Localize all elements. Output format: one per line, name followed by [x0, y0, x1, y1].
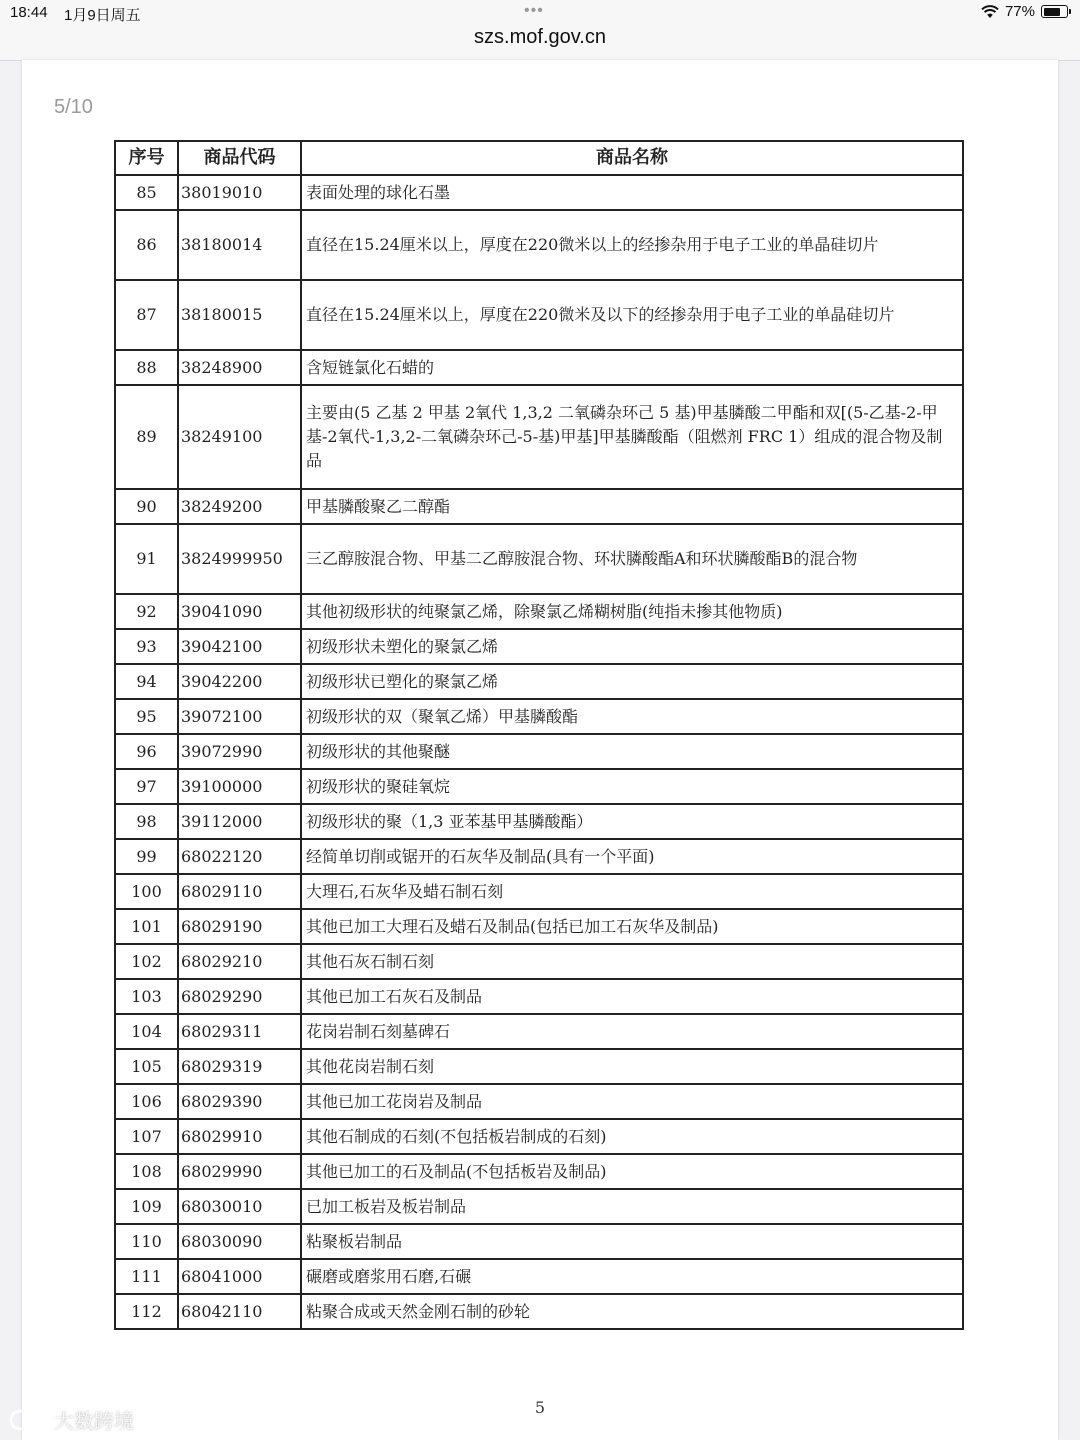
cell-name: 粘聚合成或天然金刚石制的砂轮 — [301, 1294, 963, 1329]
status-right-group — [981, 3, 1068, 20]
table-row — [115, 874, 963, 909]
cell-code: 38180014 — [178, 210, 301, 280]
table-row — [115, 1154, 963, 1189]
table-row — [115, 1294, 963, 1329]
cell-seq: 90 — [115, 489, 178, 524]
commodity-table-wrapper — [114, 140, 962, 1330]
page-indicator: 5/10 — [54, 96, 93, 118]
table-row — [115, 629, 963, 664]
table-row — [115, 699, 963, 734]
cell-name: 表面处理的球化石墨 — [301, 175, 963, 210]
cell-code: 68029190 — [178, 909, 301, 944]
cell-name: 甲基膦酸聚乙二醇酯 — [301, 489, 963, 524]
cell-code: 38019010 — [178, 175, 301, 210]
table-row — [115, 280, 963, 350]
battery-tip — [1069, 9, 1071, 14]
cell-code: 68029110 — [178, 874, 301, 909]
table-row — [115, 1084, 963, 1119]
cell-name: 已加工板岩及板岩制品 — [301, 1189, 963, 1224]
cell-name: 经简单切削或锯开的石灰华及制品(具有一个平面) — [301, 839, 963, 874]
cell-name: 其他已加工的石及制品(不包括板岩及制品) — [301, 1154, 963, 1189]
cell-name: 初级形状的聚硅氧烷 — [301, 769, 963, 804]
watermark — [8, 1405, 134, 1434]
table-row — [115, 350, 963, 385]
table-row — [115, 769, 963, 804]
cell-name: 初级形状的双（聚氧乙烯）甲基膦酸酯 — [301, 699, 963, 734]
cell-name: 其他已加工石灰石及制品 — [301, 979, 963, 1014]
cell-code: 39042100 — [178, 629, 301, 664]
cell-seq: 89 — [115, 385, 178, 489]
cell-seq: 109 — [115, 1189, 178, 1224]
table-row — [115, 385, 963, 489]
cell-seq: 100 — [115, 874, 178, 909]
footer-page-number: 5 — [534, 1398, 546, 1417]
address-bar-url[interactable]: szs.mof.gov.cn — [474, 26, 606, 48]
cell-seq: 106 — [115, 1084, 178, 1119]
cell-seq: 102 — [115, 944, 178, 979]
table-row — [115, 944, 963, 979]
cell-seq: 88 — [115, 350, 178, 385]
cell-seq: 107 — [115, 1119, 178, 1154]
cell-seq: 92 — [115, 594, 178, 629]
cell-code: 68022120 — [178, 839, 301, 874]
table-row — [115, 1259, 963, 1294]
table-row — [115, 839, 963, 874]
table-row — [115, 1189, 963, 1224]
cell-name: 其他已加工花岗岩及制品 — [301, 1084, 963, 1119]
table-row — [115, 909, 963, 944]
cell-seq: 98 — [115, 804, 178, 839]
table-body — [115, 175, 963, 1329]
watermark-logo-icon — [8, 1407, 48, 1433]
cell-code: 68029290 — [178, 979, 301, 1014]
cell-code: 38180015 — [178, 280, 301, 350]
watermark-text: 大数跨境 — [54, 1409, 134, 1433]
cell-code: 39042200 — [178, 664, 301, 699]
cell-code: 38248900 — [178, 350, 301, 385]
cell-name: 其他石制成的石刻(不包括板岩制成的石刻) — [301, 1119, 963, 1154]
status-date: 1月9日周五 — [64, 7, 141, 24]
cell-code: 68029990 — [178, 1154, 301, 1189]
cell-seq: 93 — [115, 629, 178, 664]
status-time: 18:44 — [10, 4, 48, 21]
cell-name: 初级形状未塑化的聚氯乙烯 — [301, 629, 963, 664]
cell-name: 初级形状已塑化的聚氯乙烯 — [301, 664, 963, 699]
cell-name: 大理石,石灰华及蜡石制石刻 — [301, 874, 963, 909]
document-page[interactable] — [22, 60, 1058, 1440]
cell-code: 38249100 — [178, 385, 301, 489]
table-row — [115, 489, 963, 524]
table-row — [115, 1014, 963, 1049]
header-seq: 序号 — [115, 141, 178, 175]
table-row — [115, 979, 963, 1014]
cell-code: 3824999950 — [178, 524, 301, 594]
multitasking-dots-icon[interactable]: ••• — [524, 2, 544, 19]
battery-icon — [1041, 5, 1068, 18]
table-header-row — [115, 141, 963, 175]
battery-fill — [1044, 8, 1061, 16]
table-row — [115, 210, 963, 280]
table-row — [115, 664, 963, 699]
table-row — [115, 175, 963, 210]
cell-code: 68029311 — [178, 1014, 301, 1049]
table-row — [115, 1049, 963, 1084]
cell-name: 直径在15.24厘米以上，厚度在220微米以上的经掺杂用于电子工业的单晶硅切片 — [301, 210, 963, 280]
cell-name: 其他初级形状的纯聚氯乙烯，除聚氯乙烯糊树脂(纯指未掺其他物质) — [301, 594, 963, 629]
cell-seq: 94 — [115, 664, 178, 699]
cell-seq: 95 — [115, 699, 178, 734]
cell-name: 其他石灰石制石刻 — [301, 944, 963, 979]
cell-seq: 85 — [115, 175, 178, 210]
cell-code: 68029910 — [178, 1119, 301, 1154]
cell-seq: 111 — [115, 1259, 178, 1294]
cell-name: 粘聚板岩制品 — [301, 1224, 963, 1259]
table-row — [115, 524, 963, 594]
table-row — [115, 734, 963, 769]
cell-name: 主要由(5 乙基 2 甲基 2氧代 1,3,2 二氧磷杂环己 5 基)甲基膦酸二甲酯和双[(5-乙基-2-甲基-2氧代-1,3,2-二氧磷杂环己-5-基)甲基]甲基膦酸酯（阻燃剂 FRC 1）组成的混合物及制品 — [301, 385, 963, 489]
cell-name: 其他花岗岩制石刻 — [301, 1049, 963, 1084]
cell-code: 68041000 — [178, 1259, 301, 1294]
cell-name: 碾磨或磨浆用石磨,石碾 — [301, 1259, 963, 1294]
header-code: 商品代码 — [178, 141, 301, 175]
cell-seq: 99 — [115, 839, 178, 874]
table-row — [115, 1119, 963, 1154]
cell-code: 39041090 — [178, 594, 301, 629]
cell-seq: 87 — [115, 280, 178, 350]
cell-seq: 104 — [115, 1014, 178, 1049]
cell-code: 68030090 — [178, 1224, 301, 1259]
cell-name: 其他已加工大理石及蜡石及制品(包括已加工石灰华及制品) — [301, 909, 963, 944]
cell-seq: 103 — [115, 979, 178, 1014]
table-row — [115, 594, 963, 629]
cell-code: 39100000 — [178, 769, 301, 804]
cell-seq: 86 — [115, 210, 178, 280]
cell-code: 38249200 — [178, 489, 301, 524]
cell-name: 初级形状的其他聚醚 — [301, 734, 963, 769]
cell-seq: 101 — [115, 909, 178, 944]
cell-code: 68042110 — [178, 1294, 301, 1329]
battery-percent: 77% — [1004, 3, 1035, 20]
table-row — [115, 804, 963, 839]
cell-seq: 108 — [115, 1154, 178, 1189]
cell-seq: 105 — [115, 1049, 178, 1084]
cell-name: 三乙醇胺混合物、甲基二乙醇胺混合物、环状膦酸酯A和环状膦酸酯B的混合物 — [301, 524, 963, 594]
cell-code: 68029210 — [178, 944, 301, 979]
cell-code: 68029319 — [178, 1049, 301, 1084]
cell-code: 68029390 — [178, 1084, 301, 1119]
cell-code: 39072100 — [178, 699, 301, 734]
cell-name: 直径在15.24厘米以上，厚度在220微米及以下的经掺杂用于电子工业的单晶硅切片 — [301, 280, 963, 350]
cell-name: 初级形状的聚（1,3 亚苯基甲基膦酸酯） — [301, 804, 963, 839]
cell-seq: 97 — [115, 769, 178, 804]
cell-code: 39072990 — [178, 734, 301, 769]
cell-seq: 91 — [115, 524, 178, 594]
table-row — [115, 1224, 963, 1259]
status-bar — [0, 0, 1080, 61]
cell-name: 含短链氯化石蜡的 — [301, 350, 963, 385]
cell-code: 68030010 — [178, 1189, 301, 1224]
cell-name: 花岗岩制石刻墓碑石 — [301, 1014, 963, 1049]
cell-seq: 110 — [115, 1224, 178, 1259]
cell-code: 39112000 — [178, 804, 301, 839]
header-name: 商品名称 — [301, 141, 963, 175]
cell-seq: 112 — [115, 1294, 178, 1329]
commodity-table — [114, 140, 964, 1330]
cell-seq: 96 — [115, 734, 178, 769]
wifi-icon — [981, 5, 999, 19]
